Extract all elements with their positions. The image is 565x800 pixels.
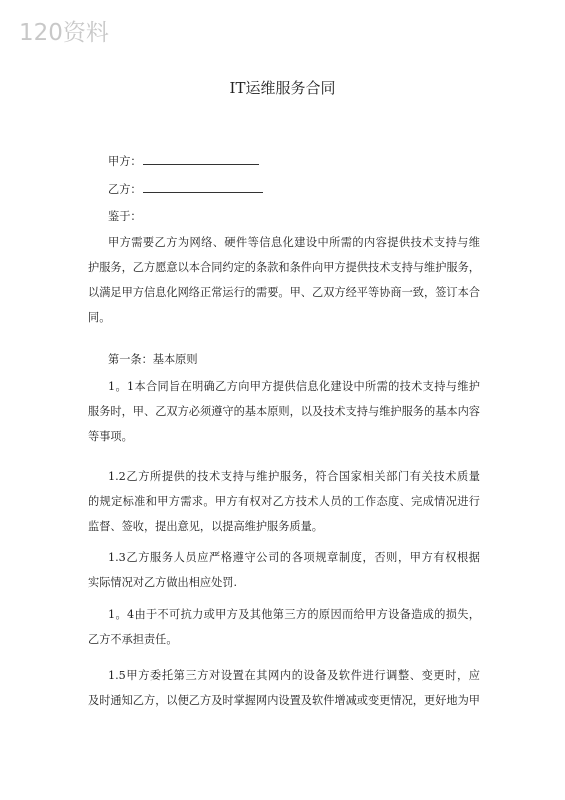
party-a-blank	[143, 152, 259, 165]
paragraph-line: 实际情况对乙方做出相应处罚.	[88, 576, 237, 589]
paragraph-line: 1。4由于不可抗力或甲方及其他第三方的原因而给甲方设备造成的损失，	[108, 608, 480, 621]
party-b-blank	[143, 180, 263, 193]
paragraph-line: 1。1本合同旨在明确乙方向甲方提供信息化建设中所需的技术支持与维护	[108, 380, 480, 393]
party-a-field	[108, 152, 259, 169]
party-b-label: 乙方：	[108, 183, 142, 196]
paragraph-line: 乙方不承担责任。	[88, 633, 178, 646]
paragraph-line: 以满足甲方信息化网络正常运行的需要。甲、乙双方经平等协商一致，签订本合	[88, 286, 480, 299]
paragraph-line: 1.3乙方服务人员应严格遵守公司的各项规章制度，否则，甲方有权根据	[108, 551, 480, 564]
clause-1-1	[88, 374, 480, 449]
paragraph-line: 护服务，乙方愿意以本合同约定的条款和条件向甲方提供技术支持与维护服务，	[88, 261, 480, 274]
clause-1-5	[88, 663, 480, 713]
paragraph-line: 监督、签收，提出意见，以提高维护服务质量。	[88, 520, 323, 533]
paragraph-line: 的规定标准和甲方需求。甲方有权对乙方技术人员的工作态度、完成情况进行	[88, 495, 480, 508]
clause-1-3	[88, 545, 480, 595]
whereas-label: 鉴于：	[108, 210, 142, 223]
intro-paragraph	[88, 230, 480, 330]
watermark: 120资料	[19, 20, 109, 46]
paragraph-line: 1.5甲方委托第三方对设置在其网内的设备及软件进行调整、变更时，应	[108, 669, 480, 682]
paragraph-line: 同。	[88, 311, 111, 324]
paragraph-line: 及时通知乙方，以便乙方及时掌握网内设置及软件增减或变更情况，更好地为甲	[88, 694, 480, 707]
paragraph-line: 1.2乙方所提供的技术支持与维护服务，符合国家相关部门有关技术质量	[108, 470, 480, 483]
paragraph-line: 甲方需要乙方为网络、硬件等信息化建设中所需的内容提供技术支持与维	[108, 236, 480, 249]
clause-1-2	[88, 464, 480, 539]
document-title: IT运维服务合同	[229, 79, 336, 97]
clause-1-4	[88, 602, 480, 652]
paragraph-line: 等事项。	[88, 430, 133, 443]
party-b-field	[108, 180, 263, 197]
article-1-heading: 第一条：基本原则	[108, 353, 198, 366]
party-a-label: 甲方：	[108, 155, 142, 168]
paragraph-line: 服务时，甲、乙双方必须遵守的基本原则，以及技术支持与维护服务的基本内容	[88, 405, 480, 418]
